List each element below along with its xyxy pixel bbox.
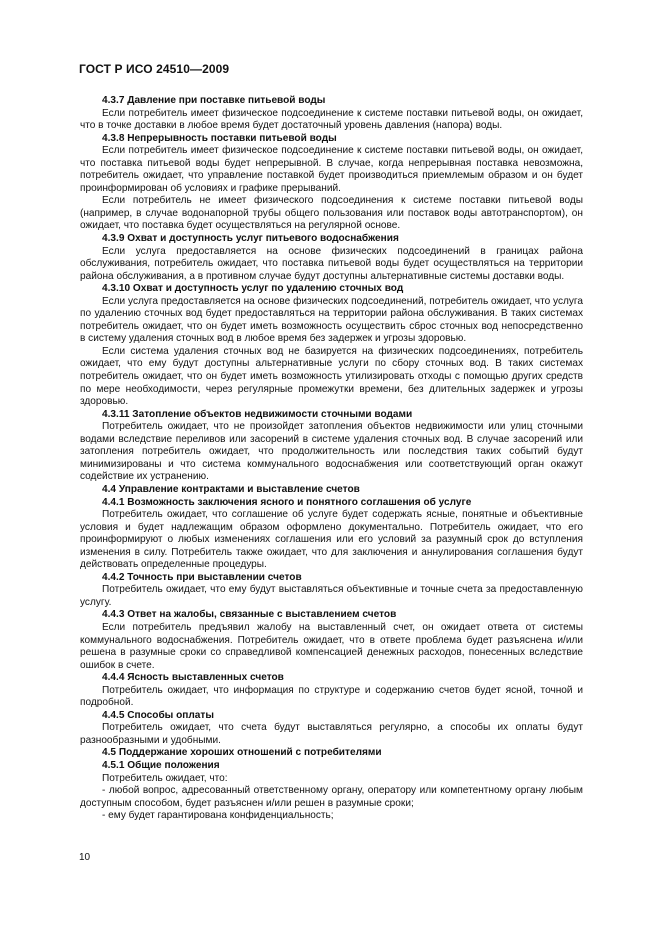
body-paragraph: Потребитель ожидает, что не произойдет затопления объектов недвижимости или улиц сточными водами вследствие переливов или засорений в системе удаления сточных вод. В случае засорений или затопления потребитель ожидает, что продолжительность или последствия таких событий будут минимизированы и что система коммунального водоснабжения или соответствующий орган окажут содействие их устранению. bbox=[80, 421, 583, 483]
document-header-id: ГОСТ Р ИСО 24510—2009 bbox=[79, 62, 230, 76]
body-paragraph: Потребитель ожидает, что информация по структуре и содержанию счетов будет ясной, точной и подробной. bbox=[80, 684, 583, 709]
section-heading: 4.4.4 Ясность выставленных счетов bbox=[102, 672, 284, 684]
body-paragraph: - ему будет гарантирована конфиденциальность; bbox=[102, 810, 334, 822]
body-paragraph: Если потребитель предъявил жалобу на выставленный счет, он ожидает ответа от системы коммунального водоснабжения. Потребитель ожидает, что в ответе проблема будет разъяснена и/или решена в разумные сроки со справедливой компенсацией денежных расходов, понесенных вследствие ошибок в счете. bbox=[80, 621, 583, 671]
body-paragraph: Потребитель ожидает, что счета будут выставляться регулярно, а способы их оплаты будут разнообразными и удобными. bbox=[80, 722, 583, 746]
body-paragraph: Потребитель ожидает, что ему будут выставляться объективные и точные счета за предоставленную услугу. bbox=[80, 584, 583, 608]
body-paragraph: Если потребитель не имеет физического подсоединения к системе поставки питьевой воды (например, в случае водонапорной трубы общего пользования или поставок воды автотранспортом), он ожидает, что поставка будет осуществляться на регулярной основе. bbox=[80, 195, 583, 232]
section-heading: 4.3.10 Охват и доступность услуг по удалению сточных вод bbox=[102, 283, 404, 295]
section-heading: 4.5.1 Общие положения bbox=[102, 759, 220, 771]
document-body bbox=[80, 95, 583, 823]
section-heading: 4.4.2 Точность при выставлении счетов bbox=[102, 571, 302, 583]
section-heading: 4.4 Управление контрактами и выставление счетов bbox=[102, 483, 360, 495]
section-heading: 4.4.5 Способы оплаты bbox=[102, 709, 214, 721]
body-paragraph: Если услуга предоставляется на основе физических подсоединений в границах района обслуживания, потребитель ожидает, что поставка питьевой воды будет осуществляться на территории района обслуживания, а в противном случае будут доступны альтернативные системы доставки воды. bbox=[80, 245, 583, 282]
section-heading: 4.3.7 Давление при поставке питьевой воды bbox=[102, 95, 326, 106]
body-paragraph: Если потребитель имеет физическое подсоединение к системе поставки питьевой воды, он ожидает, что поставка питьевой воды будет непрерывной. В случае, когда непрерывная поставка невозможна, потребитель ожидает, что управление поставкой будет производиться приемлемым образом и он будет проинформирован об условиях и графике прерываний. bbox=[80, 145, 583, 194]
section-heading: 4.5 Поддержание хороших отношений с потребителями bbox=[102, 747, 382, 759]
body-paragraph: Если система удаления сточных вод не базируется на физических подсоединениях, потребитель ожидает, что ему будут доступны альтернативные услуги по сбору сточных вод. В таких системах потребитель ожидает, что он будет иметь возможность утилизировать отходы с помощью других средств по мере необходимости, через регулярные промежутки времени, без длительных задержек и угрозы здоровью. bbox=[80, 345, 583, 408]
body-paragraph: - любой вопрос, адресованный ответственному органу, оператору или компетентному органу любым доступным способом, будет разъяснен и/или решен в разумные сроки; bbox=[80, 785, 583, 809]
body-paragraph: Если услуга предоставляется на основе физических подсоединений, потребитель ожидает, что услуга по удалению сточных вод будет предоставляться на территории района обслуживания. В таких системах потребитель ожидает, что он будет иметь возможность осуществить сброс сточных вод непосредственно в систему удаления сточных вод в любое время без задержек и угрозы здоровью. bbox=[80, 295, 583, 345]
body-paragraph: Потребитель ожидает, что: bbox=[102, 772, 228, 784]
section-heading: 4.4.1 Возможность заключения ясного и понятного соглашения об услуге bbox=[102, 496, 472, 508]
section-heading: 4.3.9 Охват и доступность услуг питьевого водоснабжения bbox=[102, 233, 399, 245]
section-heading: 4.3.11 Затопление объектов недвижимости сточными водами bbox=[102, 408, 413, 420]
page-number: 10 bbox=[79, 852, 91, 863]
body-paragraph: Потребитель ожидает, что соглашение об услуге будет содержать ясные, понятные и объективные условия и будет надлежащим образом оформлено документально. Потребитель ожидает, что его проинформируют о любых изменениях соглашения или его условий за разумный срок до вступления изменения в силу. Потребитель также ожидает, что для заключения и аннулирования соглашения будут действовать определенные процедуры. bbox=[80, 509, 583, 571]
section-heading: 4.3.8 Непрерывность поставки питьевой воды bbox=[102, 132, 337, 144]
body-paragraph: Если потребитель имеет физическое подсоединение к системе поставки питьевой воды, он ожидает, что в точке доставки в любое время будет достаточный уровень давления (напора) воды. bbox=[80, 107, 583, 132]
section-heading: 4.4.3 Ответ на жалобы, связанные с выставлением счетов bbox=[102, 609, 397, 621]
